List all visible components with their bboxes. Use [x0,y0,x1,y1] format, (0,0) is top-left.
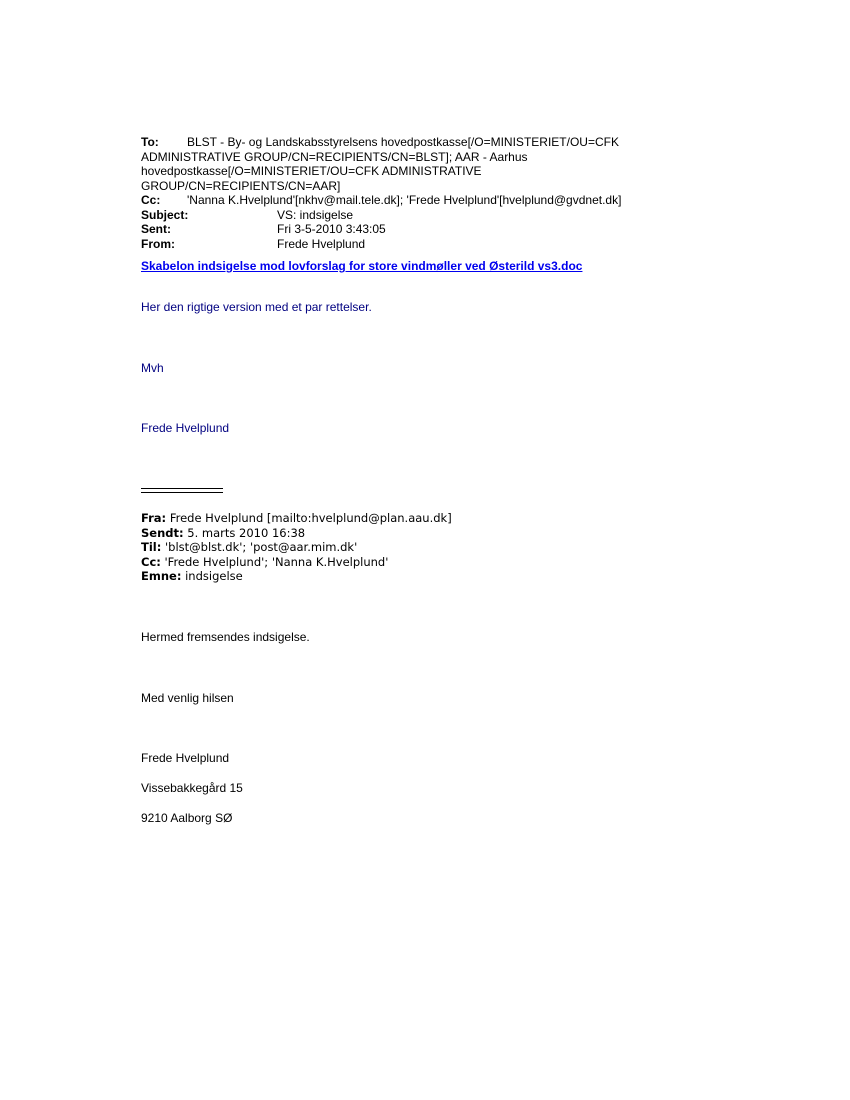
subject-label: Subject: [141,207,189,222]
body-line1: Her den rigtige version med et par rettelser. [141,300,372,314]
to-value-line4: GROUP/CN=RECIPIENTS/CN=AAR] [141,178,341,193]
sendt-label: Sendt: [141,525,184,540]
cc-row [141,193,701,208]
forwarded-header [141,511,452,584]
body-greeting: Mvh [141,361,164,375]
sendt-value: 5. marts 2010 16:38 [187,525,306,540]
til-value: 'blst@blst.dk'; 'post@aar.mim.dk' [164,540,358,555]
from-label: From: [141,236,175,251]
fwd-cc-value: 'Frede Hvelplund'; 'Nanna K.Hvelplund' [164,554,389,569]
fra-value: Frede Hvelplund [mailto:hvelplund@plan.aau.dk] [169,511,452,525]
subject-row [141,208,701,223]
cc-value: 'Nanna K.Hvelplund'[nkhv@mail.tele.dk]; 'Frede Hvelplund'[hvelplund@gvdnet.dk] [187,193,622,207]
from-value: Frede Hvelplund [277,236,366,251]
til-row [141,540,452,555]
separator-line [141,488,223,494]
to-value-line2: ADMINISTRATIVE GROUP/CN=RECIPIENTS/CN=BLST]; AAR - Aarhus [141,149,528,164]
emne-row [141,569,452,584]
attachment-link[interactable]: Skabelon indsigelse mod lovforslag for store vindmøller ved Østerild vs3.doc [141,259,583,273]
sendt-row [141,526,452,541]
to-value-line3: hovedpostkasse[/O=MINISTERIET/OU=CFK ADMINISTRATIVE [141,164,482,178]
forwarded-name: Frede Hvelplund [141,751,230,765]
email-header [141,135,701,251]
fra-row [141,511,452,526]
to-row [141,135,701,150]
subject-value: VS: indsigelse [277,207,354,222]
from-row [141,237,701,252]
to-label: To: [141,135,159,149]
sent-label: Sent: [141,222,171,236]
forwarded-text2: Med venlig hilsen [141,691,234,705]
body-signature: Frede Hvelplund [141,421,230,435]
emne-label: Emne: [141,569,182,584]
to-value-line1: BLST - By- og Landskabsstyrelsens hovedpostkasse[/O=MINISTERIET/OU=CFK [187,135,619,149]
forwarded-address1: Vissebakkegård 15 [141,781,243,795]
emne-value: indsigelse [185,569,243,584]
sent-row [141,222,701,237]
forwarded-text1: Hermed fremsendes indsigelse. [141,630,310,644]
cc-label: Cc: [141,193,161,207]
fra-label: Fra: [141,511,167,525]
fwd-cc-row [141,555,452,570]
sent-value: Fri 3-5-2010 3:43:05 [277,222,386,236]
forwarded-address2: 9210 Aalborg SØ [141,811,233,825]
fwd-cc-label: Cc: [141,554,161,569]
til-label: Til: [141,540,162,555]
